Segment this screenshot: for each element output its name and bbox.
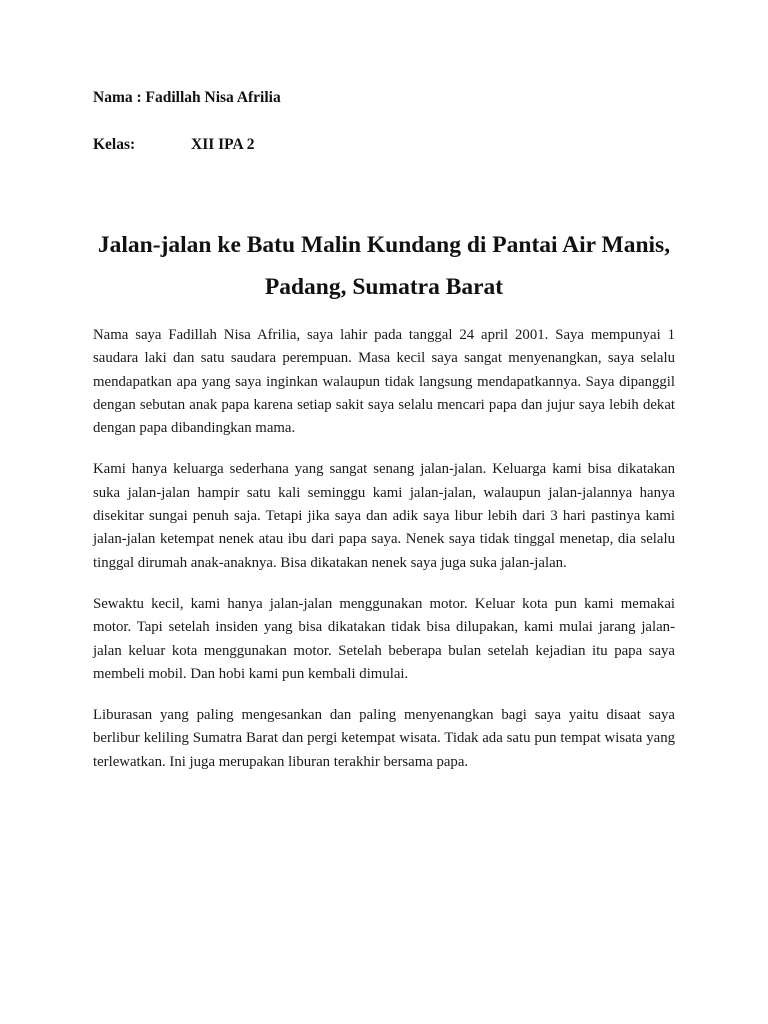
- paragraph-2: Kami hanya keluarga sederhana yang sangat senang jalan-jalan. Keluarga kami bisa dikatakan suka jalan-jalan hampir satu kali seminggu kami jalan-jalan, walaupun jalan-jalannya hanya disekitar sungai penuh saja. Tetapi jika saya dan adik saya libur lebih dari 3 hari pastinya kami jalan-jalan ketempat nenek atau ibu dari papa saya. Nenek saya tidak tinggal menetap, dia selalu tinggal dirumah anak-anaknya. Bisa dikatakan nenek saya juga suka jalan-jalan.: [93, 461, 675, 571]
- class-label: Kelas:: [93, 136, 136, 153]
- document-body: [93, 324, 675, 792]
- class-value: XII IPA 2: [191, 136, 255, 153]
- paragraph-3: Sewaktu kecil, kami hanya jalan-jalan menggunakan motor. Keluar kota pun kami memakai motor. Tapi setelah insiden yang bisa dikatakan tidak bisa dilupakan, kami mulai jarang jalan-jalan keluar kota menggunakan motor. Setelah beberapa bulan setelah kejadian itu papa saya membeli mobil. Dan hobi kami pun kembali dimulai.: [93, 595, 675, 682]
- document-title: Jalan-jalan ke Batu Malin Kundang di Pantai Air Manis, Padang, Sumatra Barat: [97, 232, 671, 300]
- student-name: Nama : Fadillah Nisa Afrilia: [93, 89, 281, 106]
- paragraph-1: Nama saya Fadillah Nisa Afrilia, saya lahir pada tanggal 24 april 2001. Saya mempunyai 1 saudara laki dan satu saudara perempuan. Masa kecil saya sangat menyenangkan, saya selalu mendapatkan apa yang saya inginkan walaupun tidak langsung mendapatkannya. Saya dipanggil dengan sebutan anak papa karena setiap sakit saya selalu mencari papa dan jujur saya lebih dekat dengan papa dibandingkan mama.: [93, 327, 675, 437]
- student-class: [93, 135, 254, 155]
- paragraph-4: Liburasan yang paling mengesankan dan paling menyenangkan bagi saya yaitu disaat saya berlibur keliling Sumatra Barat dan pergi ketempat wisata. Tidak ada satu pun tempat wisata yang terlewatkan. Ini juga merupakan liburan terakhir bersama papa.: [93, 707, 675, 770]
